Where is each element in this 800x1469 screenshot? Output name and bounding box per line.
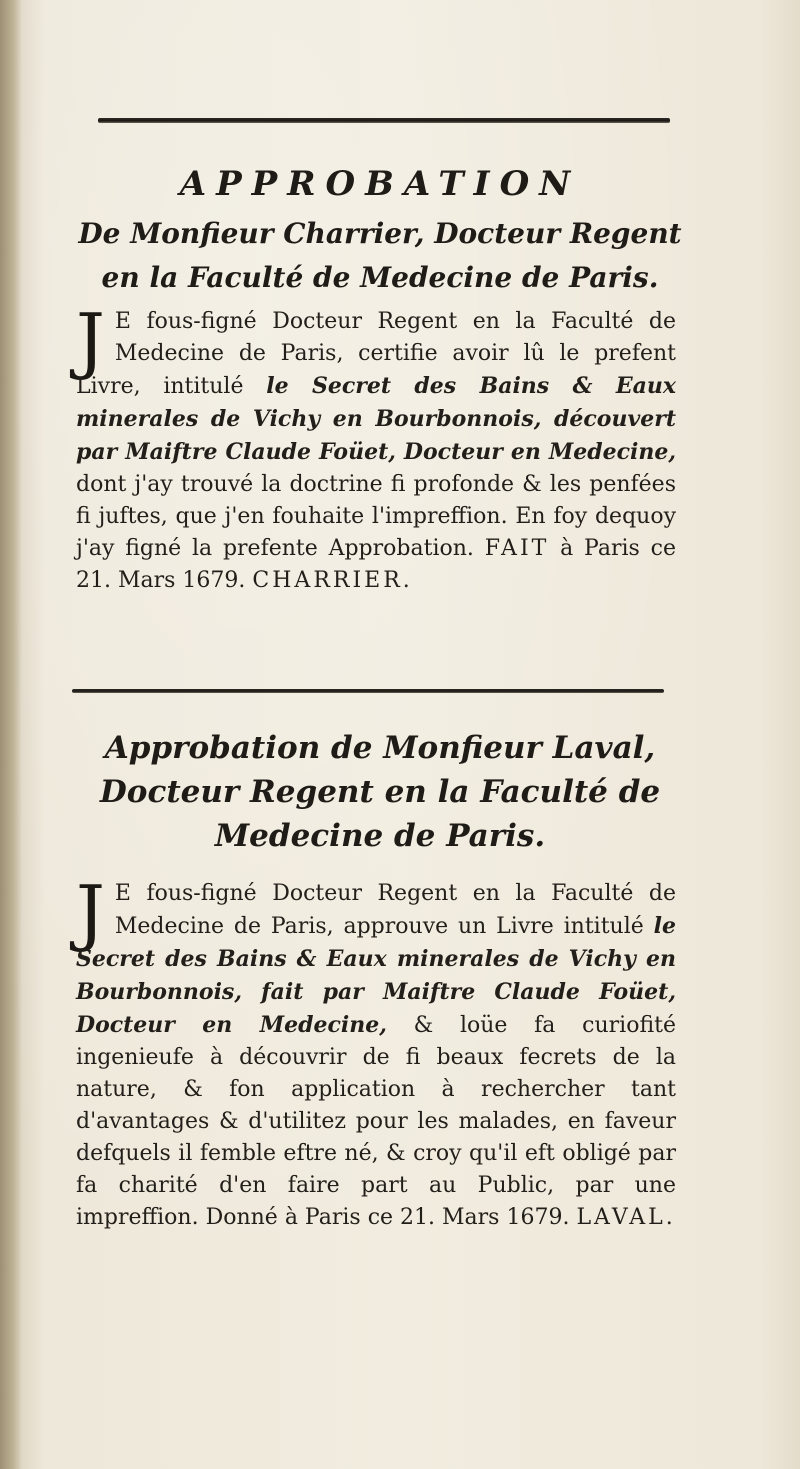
charrier-text-after: dont j'ay trouvé la doctrine fi profonde & les penfées fi juftes, que j'en fouhaite l'impreffion. En foy dequoy j'ay figné la prefente Approbation. [76,472,676,561]
laval-text-before: E fous-figné Docteur Regent en la Faculté de Medecine de Paris, approuve un Livre intitulé [114,881,676,939]
dropcap-charrier: J [76,298,105,382]
charrier-text-before: E fous-figné Docteur Regent en la Faculté de Medecine de Paris, certifie avoir lû le prefent Livre, intitulé [76,309,676,399]
page-binding-shadow [0,0,22,1469]
charrier-signature: CHARRIER. [252,568,413,593]
laval-text-after: & loüe fa curiofité ingenieufe à découvrir de fi beaux fecrets de la nature, & fon application à rechercher tant d'avantages & d'utilitez pour les malades, en faveur defquels il femble eftre né, & croy qu'il eft obligé par fa charité d'en faire part au Public, par une impreffion. Donné à Paris ce 21. Mars 1679. [76,1013,676,1230]
laval-book-title: le Secret des Bains & Eaux minerales de Vichy en Bourbonnois, fait par Maiftre Claude Foüet, Docteur en Medecine, [76,913,676,1038]
charrier-book-title: le Secret des Bains & Eaux minerales de Vichy en Bourbonnois, découvert par Maiftre Claude Foüet, Docteur en Medecine, [76,373,676,465]
approval-heading-laval: Approbation de Monfieur Laval, Docteur Regent en la Faculté de Medecine de Paris. [99,730,661,854]
middle-divider-rule [72,689,664,693]
charrier-fait: FAIT [484,536,550,561]
dropcap-laval: J [76,870,105,954]
approval-subtitle: De Monfieur Charrier, Docteur Regent en la Faculté de Medecine de Paris. [78,217,682,294]
laval-signature: LAVAL. [576,1205,676,1230]
approval-paragraph-laval [76,870,676,1234]
approval-title: APPROBATION [179,164,581,204]
approval-paragraph-charrier [76,298,676,597]
top-divider-rule [98,118,670,123]
charrier-date: à Paris ce 21. Mars 1679. [76,536,676,593]
